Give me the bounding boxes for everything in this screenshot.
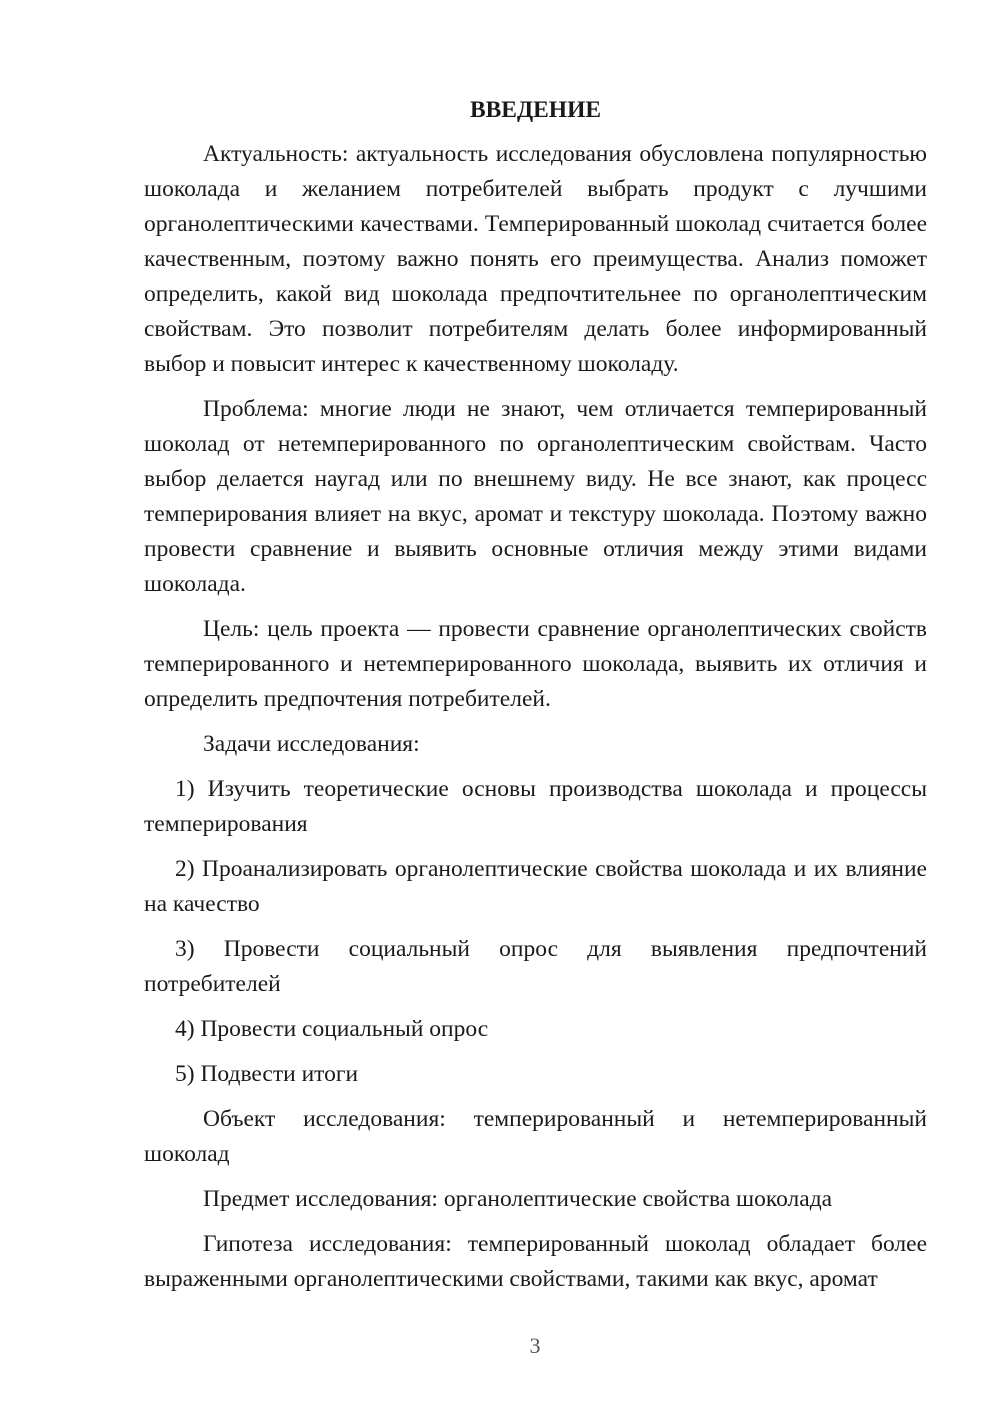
relevance-paragraph: Актуальность: актуальность исследования обусловлена популярностью шоколада и желанием потребителей выбрать продукт с лучшими органолептическими качествами. Темперированный шоколад считается более качественным, поэтому важно понять его преимущества. Анализ поможет определить, какой вид шоколада предпочтительнее по органолептическим свойствам. Это позволит потребителям делать более информированный выбор и повысит интерес к качественному шоколаду. [144,141,927,377]
page-number: 3 [529,1333,541,1358]
goal-paragraph: Цель: цель проекта — провести сравнение органолептических свойств темперированного и нетемперированного шоколада, выявить их отличия и определить предпочтения потребителей. [144,616,927,712]
object-paragraph: Объект исследования: темперированный и нетемперированный шоколад [144,1106,927,1167]
hypothesis-paragraph: Гипотеза исследования: темперированный шоколад обладает более выраженными органолептическими свойствами, такими как вкус, аромат [144,1231,927,1292]
problem-paragraph: Проблема: многие люди не знают, чем отличается темперированный шоколад от нетемперированного по органолептическим свойствам. Часто выбор делается наугад или по внешнему виду. Не все знают, как процесс темперирования влияет на вкус, аромат и текстуру шоколада. Поэтому важно провести сравнение и выявить основные отличия между этими видами шоколада. [144,396,927,597]
tasks-heading: Задачи исследования: [203,731,420,757]
task-item-2: 2) Проанализировать органолептические свойства шоколада и их влияние на качество [144,856,927,917]
task-item-1: 1) Изучить теоретические основы производства шоколада и процессы темперирования [144,776,927,837]
task-item-4: 4) Провести социальный опрос [175,1016,489,1042]
subject-paragraph: Предмет исследования: органолептические свойства шоколада [203,1186,833,1212]
task-item-3: 3) Провести социальный опрос для выявления предпочтений потребителей [144,936,927,997]
task-item-5: 5) Подвести итоги [175,1061,359,1087]
document-page [144,95,927,1307]
section-title: ВВЕДЕНИЕ [469,97,602,123]
